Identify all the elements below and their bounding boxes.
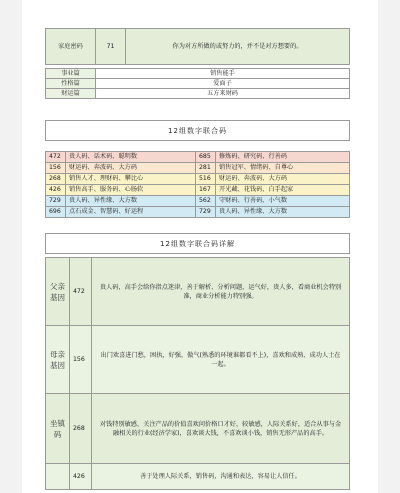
- combo-row-5: [46, 196, 350, 207]
- personality-value: 爱面子: [96, 79, 350, 89]
- wealth-row: [46, 89, 350, 99]
- combo-right-text: 销售冠军、情绪码、自尊心: [216, 163, 350, 174]
- combo-left-num: 156: [46, 163, 66, 174]
- combo-title-row: [46, 121, 350, 141]
- combo-left-text: 贵人码、话术码、聪明数: [66, 152, 196, 163]
- combo-left-num: 472: [46, 152, 66, 163]
- wealth-label: 财运篇: [46, 89, 96, 99]
- detail-text: 善于处理人际关系，销售码，沟通和表达，容易让人信任。: [92, 464, 350, 490]
- combo-right-num: 167: [196, 185, 216, 196]
- family-code-number: 71: [96, 29, 126, 65]
- document-page: [22, 0, 378, 493]
- personality-row: [46, 79, 350, 89]
- detail-label: [46, 464, 70, 490]
- detail-label: 坐镇码: [46, 394, 70, 464]
- detail-code: 472: [70, 258, 92, 326]
- combo-left-text: 贵人码、异性缘、大方数: [66, 196, 196, 207]
- career-label: 事业篇: [46, 69, 96, 79]
- combo-right-num: 685: [196, 152, 216, 163]
- combo-left-num: 426: [46, 185, 66, 196]
- combo-row-3: [46, 174, 350, 185]
- combo-left-text: 财运码、奔波码、大方码: [66, 163, 196, 174]
- career-row: [46, 69, 350, 79]
- detail-title: 12组数字联合码详解: [46, 234, 350, 254]
- combo-right-text: 修炼码、研究码、行善码: [216, 152, 350, 163]
- combo-left-num: 729: [46, 196, 66, 207]
- detail-code: 426: [70, 464, 92, 490]
- combo-row-4: [46, 185, 350, 196]
- detail-text: 出门欢喜进门愁，困执，好强，傲气(熟悉的环境谁都看不上)，喜欢和成熟、成功人士在一起。: [92, 326, 350, 394]
- detail-title-row: [46, 234, 350, 254]
- combo-row-2: [46, 163, 350, 174]
- detail-row-father: [46, 258, 350, 326]
- personality-label: 性格篇: [46, 79, 96, 89]
- detail-code: 156: [70, 326, 92, 394]
- wealth-value: 五方来财码: [96, 89, 350, 99]
- combo-row-1: [46, 152, 350, 163]
- combo-row-6: [46, 207, 350, 218]
- family-code-row: [46, 29, 350, 65]
- combo-right-num: 516: [196, 174, 216, 185]
- combo-right-text: 守财码、行善码、小气数: [216, 196, 350, 207]
- combo-right-text: 贵人码、异性缘、大方数: [216, 207, 350, 218]
- combo-codes-table: [45, 120, 350, 218]
- top-info-table: [45, 28, 350, 99]
- detail-row-seat: [46, 394, 350, 464]
- combo-right-text: 财运码、奔波码、大方码: [216, 174, 350, 185]
- detail-text: 对钱特别敏感，关注产品的价值喜欢问价格口才好，较敏感，人际关系好，适合从事与金融相关的行业(经济学家)，喜欢谈大钱，不喜欢谈小钱，销售无形产品的高手。: [92, 394, 350, 464]
- detail-label: 父亲基因: [46, 258, 70, 326]
- family-code-label: 家庭密码: [46, 29, 96, 65]
- detail-table: [45, 233, 350, 490]
- combo-left-text: 销售高手、服务码、心肠软: [66, 185, 196, 196]
- combo-right-num: 562: [196, 196, 216, 207]
- family-code-desc: 你为对方所做的或努力的，并不是对方想要的。: [126, 29, 350, 65]
- combo-left-text: 销售人才、理财码、攀比心: [66, 174, 196, 185]
- detail-row-426: [46, 464, 350, 490]
- detail-row-mother: [46, 326, 350, 394]
- career-value: 销售能手: [96, 69, 350, 79]
- detail-text: 贵人码，高手会给你指点迷津，善于解析、分析问题，运气好，贵人多，看商业机会特别准，商业分析能力特别强。: [92, 258, 350, 326]
- combo-title: 12组数字联合码: [46, 121, 350, 141]
- combo-left-num: 696: [46, 207, 66, 218]
- combo-right-num: 281: [196, 163, 216, 174]
- combo-right-text: 开光藏、花钱码、白手起家: [216, 185, 350, 196]
- combo-left-text: 点石成金、智慧码、好运程: [66, 207, 196, 218]
- combo-left-num: 268: [46, 174, 66, 185]
- combo-right-num: 729: [196, 207, 216, 218]
- detail-code: 268: [70, 394, 92, 464]
- detail-label: 母亲基因: [46, 326, 70, 394]
